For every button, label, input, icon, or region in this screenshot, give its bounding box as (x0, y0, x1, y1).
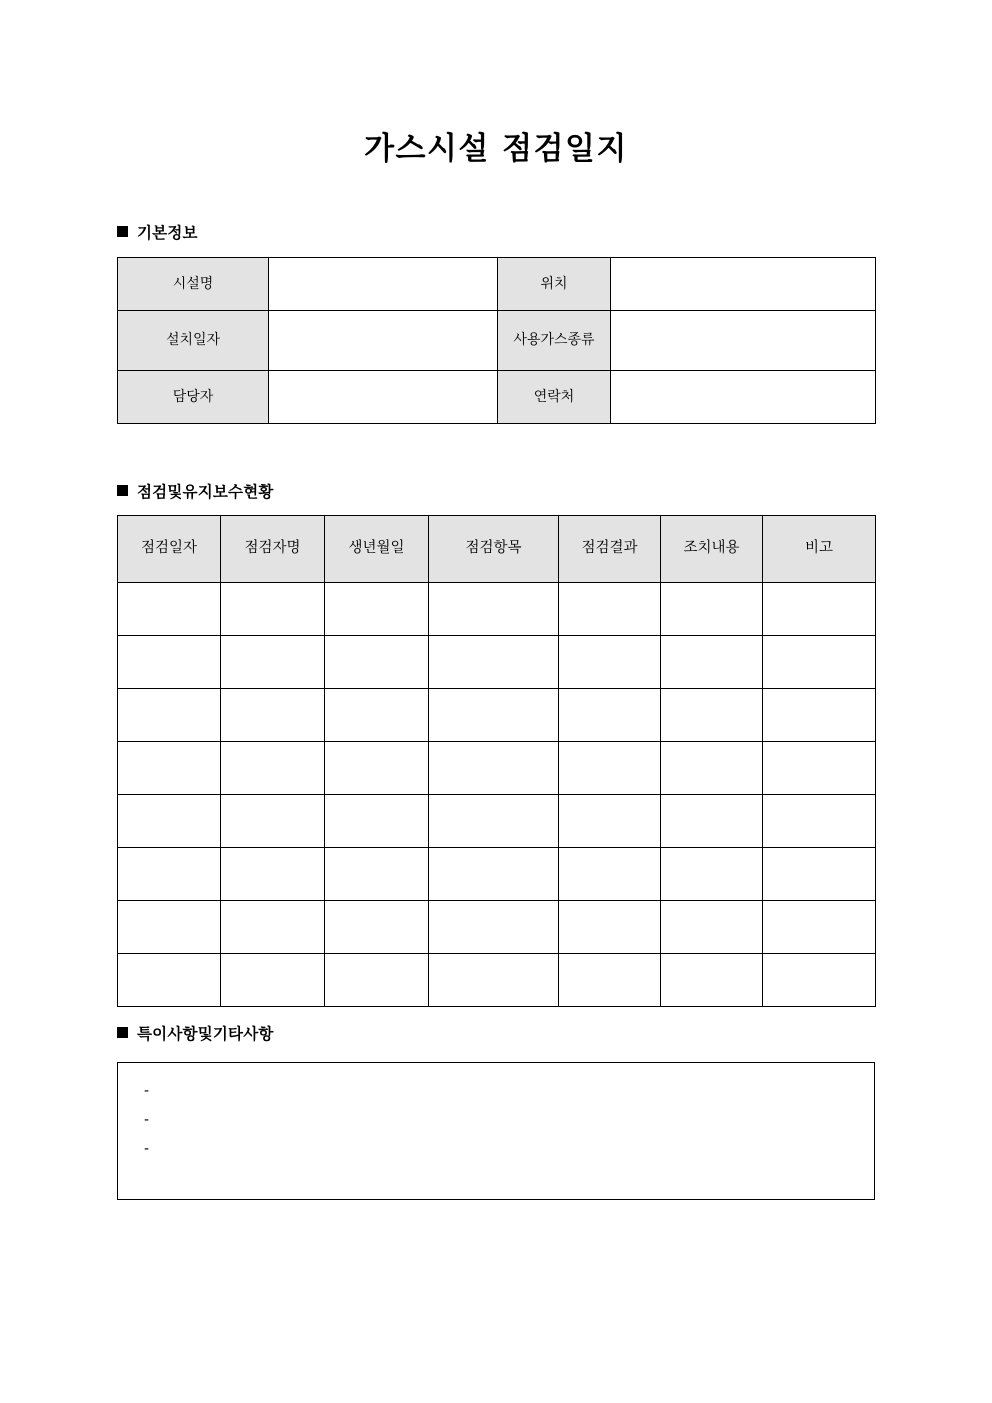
field-value-installation-date[interactable] (269, 311, 498, 371)
cell-inspection-result[interactable] (559, 742, 661, 795)
cell-inspection-date[interactable] (118, 636, 221, 689)
cell-action-taken[interactable] (661, 689, 763, 742)
column-header-inspector-name: 점검자명 (221, 516, 325, 583)
cell-birth-date[interactable] (325, 848, 429, 901)
cell-inspection-result[interactable] (559, 636, 661, 689)
cell-birth-date[interactable] (325, 742, 429, 795)
cell-remarks[interactable] (763, 583, 876, 636)
cell-inspector-name[interactable] (221, 583, 325, 636)
basic-info-table (117, 257, 876, 424)
field-label-gas-type: 사용가스종류 (498, 311, 611, 371)
square-bullet-icon (117, 226, 128, 237)
table-row (118, 848, 876, 901)
cell-remarks[interactable] (763, 954, 876, 1007)
field-value-location[interactable] (611, 258, 876, 311)
square-bullet-icon (117, 485, 128, 496)
cell-birth-date[interactable] (325, 689, 429, 742)
cell-action-taken[interactable] (661, 583, 763, 636)
field-label-person-in-charge: 담당자 (118, 371, 269, 424)
cell-action-taken[interactable] (661, 742, 763, 795)
inspection-maintenance-table (117, 515, 876, 1007)
cell-inspector-name[interactable] (221, 795, 325, 848)
cell-remarks[interactable] (763, 636, 876, 689)
cell-inspection-result[interactable] (559, 583, 661, 636)
cell-inspection-result[interactable] (559, 689, 661, 742)
section-heading-basic-info-label: 기본정보 (137, 224, 198, 242)
cell-inspection-date[interactable] (118, 901, 221, 954)
cell-inspector-name[interactable] (221, 954, 325, 1007)
cell-inspection-date[interactable] (118, 742, 221, 795)
section-heading-special-notes (117, 1022, 274, 1044)
cell-birth-date[interactable] (325, 795, 429, 848)
cell-action-taken[interactable] (661, 848, 763, 901)
cell-inspection-item[interactable] (429, 795, 559, 848)
cell-birth-date[interactable] (325, 901, 429, 954)
cell-inspection-date[interactable] (118, 795, 221, 848)
note-line[interactable]: - (144, 1112, 150, 1128)
table-row (118, 636, 876, 689)
column-header-inspection-date: 점검일자 (118, 516, 221, 583)
page-title: 가스시설 점검일지 (364, 131, 628, 167)
table-row (118, 954, 876, 1007)
table-row (118, 311, 876, 371)
special-notes-box[interactable] (117, 1062, 875, 1200)
cell-inspection-item[interactable] (429, 742, 559, 795)
section-heading-basic-info (117, 221, 198, 243)
cell-inspection-date[interactable] (118, 583, 221, 636)
cell-inspection-date[interactable] (118, 689, 221, 742)
table-row (118, 258, 876, 311)
cell-remarks[interactable] (763, 795, 876, 848)
section-heading-inspection-status-label: 점검및유지보수현황 (137, 483, 274, 501)
column-header-remarks: 비고 (763, 516, 876, 583)
section-heading-inspection-status (117, 480, 274, 502)
table-row (118, 742, 876, 795)
table-header-row (118, 516, 876, 583)
square-bullet-icon (117, 1027, 128, 1038)
cell-birth-date[interactable] (325, 636, 429, 689)
section-heading-special-notes-label: 특이사항및기타사항 (137, 1025, 274, 1043)
table-row (118, 583, 876, 636)
cell-action-taken[interactable] (661, 901, 763, 954)
table-row (118, 795, 876, 848)
field-label-contact: 연락처 (498, 371, 611, 424)
cell-inspection-result[interactable] (559, 795, 661, 848)
note-line[interactable]: - (144, 1141, 150, 1157)
cell-inspection-result[interactable] (559, 901, 661, 954)
cell-remarks[interactable] (763, 689, 876, 742)
field-label-location: 위치 (498, 258, 611, 311)
column-header-action-taken: 조치내용 (661, 516, 763, 583)
cell-action-taken[interactable] (661, 636, 763, 689)
cell-inspector-name[interactable] (221, 689, 325, 742)
cell-inspector-name[interactable] (221, 636, 325, 689)
cell-inspection-item[interactable] (429, 954, 559, 1007)
field-label-installation-date: 설치일자 (118, 311, 269, 371)
field-value-contact[interactable] (611, 371, 876, 424)
cell-inspection-item[interactable] (429, 689, 559, 742)
cell-inspection-item[interactable] (429, 583, 559, 636)
note-line[interactable]: - (144, 1083, 150, 1099)
cell-birth-date[interactable] (325, 583, 429, 636)
cell-inspector-name[interactable] (221, 742, 325, 795)
field-label-facility-name: 시설명 (118, 258, 269, 311)
cell-remarks[interactable] (763, 742, 876, 795)
cell-inspector-name[interactable] (221, 901, 325, 954)
table-row (118, 901, 876, 954)
table-row (118, 371, 876, 424)
cell-inspection-item[interactable] (429, 901, 559, 954)
table-row (118, 689, 876, 742)
cell-inspection-result[interactable] (559, 848, 661, 901)
column-header-inspection-result: 점검결과 (559, 516, 661, 583)
cell-inspector-name[interactable] (221, 848, 325, 901)
cell-action-taken[interactable] (661, 954, 763, 1007)
column-header-birth-date: 생년월일 (325, 516, 429, 583)
cell-inspection-item[interactable] (429, 848, 559, 901)
cell-inspection-date[interactable] (118, 848, 221, 901)
cell-remarks[interactable] (763, 901, 876, 954)
cell-inspection-date[interactable] (118, 954, 221, 1007)
cell-remarks[interactable] (763, 848, 876, 901)
column-header-inspection-item: 점검항목 (429, 516, 559, 583)
field-value-person-in-charge[interactable] (269, 371, 498, 424)
cell-action-taken[interactable] (661, 795, 763, 848)
field-value-gas-type[interactable] (611, 311, 876, 371)
cell-inspection-item[interactable] (429, 636, 559, 689)
cell-birth-date[interactable] (325, 954, 429, 1007)
cell-inspection-result[interactable] (559, 954, 661, 1007)
field-value-facility-name[interactable] (269, 258, 498, 311)
